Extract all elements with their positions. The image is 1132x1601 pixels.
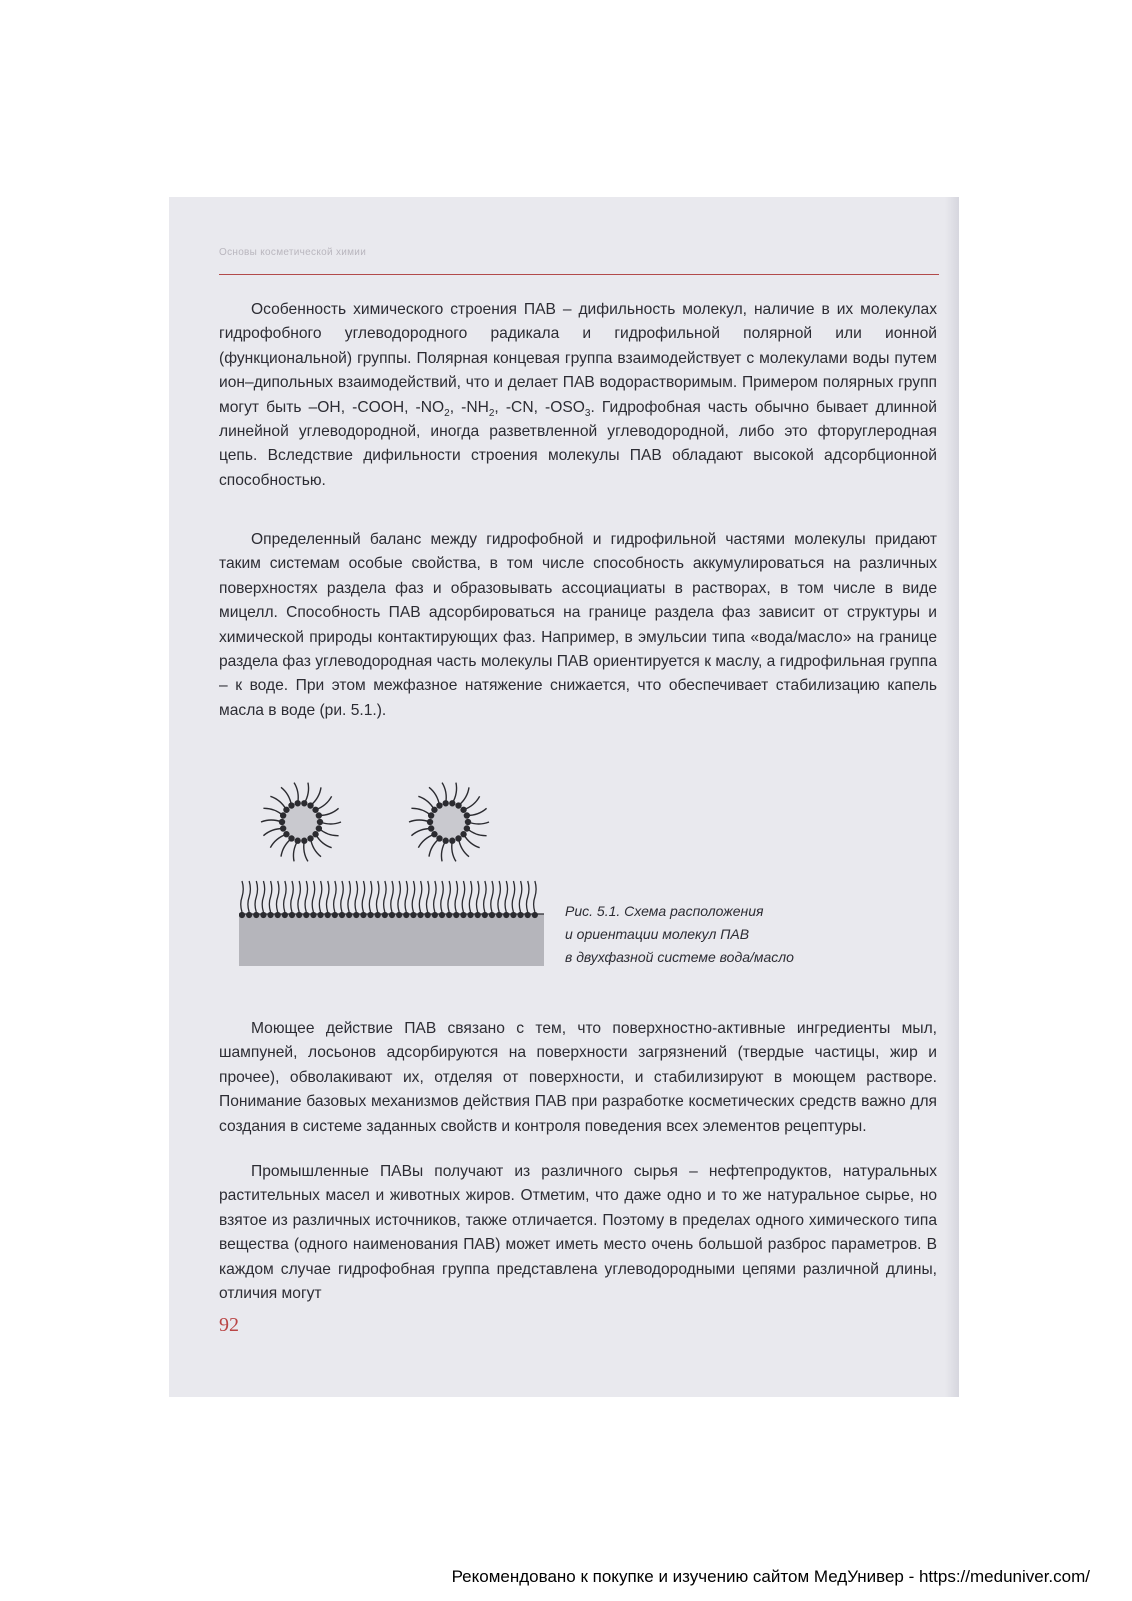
surfactant-head [475, 912, 481, 918]
surfactant-head [396, 912, 402, 918]
subscript: 3 [584, 407, 591, 419]
surfactant-head [253, 912, 259, 918]
surfactant-head [275, 912, 281, 918]
surfactant-tail [248, 881, 251, 912]
surfactant-tail [262, 881, 265, 912]
surfactant-tail [512, 881, 515, 912]
surfactant-tail [284, 881, 287, 912]
surfactant-head [428, 825, 434, 831]
surfactant-head [460, 807, 466, 813]
surfactant-head [436, 802, 442, 808]
surfactant-head [260, 912, 266, 918]
surfactant-head [455, 835, 461, 841]
running-head: Основы косметической химии [219, 247, 367, 258]
surfactant-head [449, 800, 455, 806]
surfactant-head [312, 807, 318, 813]
surfactant-head [353, 912, 359, 918]
surfactant-head [332, 912, 338, 918]
surfactant-tail [491, 881, 494, 912]
surfactant-head [455, 802, 461, 808]
surfactant-head [443, 800, 449, 806]
surfactant-head [289, 912, 295, 918]
surfactant-tail [348, 881, 351, 912]
surfactant-tail [376, 881, 379, 912]
surfactant-head [453, 912, 459, 918]
surfactant-tail [526, 881, 529, 912]
surfactant-tail [326, 881, 329, 912]
surfactant-head [375, 912, 381, 918]
surfactant-head [279, 819, 285, 825]
surfactant-head [496, 912, 502, 918]
surfactant-head [267, 912, 273, 918]
surfactant-tail [362, 881, 365, 912]
surfactant-head [301, 800, 307, 806]
surfactant-tail [312, 881, 315, 912]
surfactant-tail [384, 881, 387, 912]
surfactant-head [389, 912, 395, 918]
surfactant-tail [305, 881, 308, 912]
surfactant-tail [419, 881, 422, 912]
surfactant-head [317, 819, 323, 825]
surfactant-diagram [239, 769, 559, 979]
surfactant-tail [334, 881, 337, 912]
surfactant-head [449, 838, 455, 844]
book-page-scan [169, 197, 959, 1397]
surfactant-head [288, 835, 294, 841]
surfactant-tail [476, 881, 479, 912]
figure-caption [565, 900, 865, 969]
surfactant-head [310, 912, 316, 918]
surfactant-head [417, 912, 423, 918]
surfactant-head [382, 912, 388, 918]
surfactant-tail [405, 881, 408, 912]
surfactant-tail [355, 881, 358, 912]
surfactant-head [288, 802, 294, 808]
surfactant-tail [269, 881, 271, 912]
surfactant-head [482, 912, 488, 918]
surfactant-head [467, 912, 473, 918]
surfactant-head [431, 831, 437, 837]
surfactant-head [425, 912, 431, 918]
surfactant-head [282, 912, 288, 918]
surfactant-head [517, 912, 523, 918]
surfactant-head [525, 912, 531, 918]
surfactant-tail [255, 881, 257, 912]
page-number: 92 [219, 1314, 239, 1336]
surfactant-tail [462, 881, 465, 912]
surfactant-head [301, 838, 307, 844]
surfactant-tail [469, 881, 472, 912]
surfactant-head [239, 912, 245, 918]
surfactant-head [283, 807, 289, 813]
paragraph-1-text: , -NH [449, 398, 489, 416]
surfactant-tail [534, 881, 537, 912]
surfactant-head [303, 912, 309, 918]
surfactant-head [460, 831, 466, 837]
subscript: 2 [488, 407, 495, 419]
surfactant-tail [498, 881, 501, 912]
paragraph-1-text: Особенность химического строения ПАВ – дифильность молекул, наличие в их молекулах гидрофобного углеводородного радикала и гидрофильной полярной или ионной (функциональной) группы. Полярная концевая группа взаимодействует с молекулами воды путем ион–дипольных взаимодействий, что и делает ПАВ водорастворимым. Примером полярных групп могут быть –OH, -COOH, -NO [219, 301, 937, 416]
surfactant-head [307, 802, 313, 808]
surfactant-head [489, 912, 495, 918]
surfactant-head [280, 825, 286, 831]
surfactant-head [464, 812, 470, 818]
surfactant-tail [291, 881, 294, 912]
surfactant-tail [434, 881, 437, 912]
surfactant-tail [319, 881, 322, 912]
paragraph-2: Определенный баланс между гидрофобной и гидрофильной частями молекулы придают таким системам особые свойства, в том числе способность аккумулироваться на различных поверхностях раздела фаз и образовывать ассоциациаты в растворах, в том числе в виде мицелл. Способность ПАВ адсорбироваться на границе раздела фаз зависит от структуры и химической природы контактирующих фаз. Например, в эмульсии типа «вода/масло» на границе раздела фаз углеводородная часть молекулы ПАВ ориентируется к маслу, а гидрофильная группа – к воде. При этом межфазное натяжение снижается, что обеспечивает стабилизацию капель масла в воде (ри. 5.1.). [219, 531, 937, 719]
surfactant-head [317, 912, 323, 918]
surfactant-head [446, 912, 452, 918]
surfactant-head [280, 812, 286, 818]
surfactant-tail [369, 881, 372, 912]
surfactant-head [316, 825, 322, 831]
surfactant-head [295, 800, 301, 806]
surfactant-tail [341, 881, 344, 912]
surfactant-tail [426, 881, 429, 912]
surfactant-head [246, 912, 252, 918]
surfactant-figure [239, 769, 559, 979]
surfactant-head [510, 912, 516, 918]
caption-line: и ориентации молекул ПАВ [565, 926, 750, 942]
surfactant-head [283, 831, 289, 837]
paragraph-1 [219, 298, 937, 493]
surfactant-tail [519, 881, 522, 912]
surfactant-head [427, 819, 433, 825]
surfactant-head [443, 838, 449, 844]
surfactant-tail [412, 881, 415, 912]
surfactant-head [360, 912, 366, 918]
surfactant-tail [448, 881, 451, 912]
surfactant-head [367, 912, 373, 918]
surfactant-head [325, 912, 331, 918]
caption-line: Рис. 5.1. Схема расположения [565, 903, 764, 919]
surfactant-tail [276, 881, 279, 912]
surfactant-head [460, 912, 466, 918]
caption-line: в двухфазной системе вода/масло [565, 949, 794, 965]
surfactant-head [295, 838, 301, 844]
surfactant-tail [241, 881, 244, 912]
paragraph-1-text: . Гидрофобная часть обычно бывает длинной линейной углеводородной, иногда разветвленной углеводородной, либо это фторуглеродная цепь. Вследствие дифильности строения молекулы ПАВ обладают высокой адсорбционной способностью. [219, 398, 937, 489]
surfactant-head [296, 912, 302, 918]
paragraph-1-text: , -CN, -OSO [494, 398, 585, 416]
surfactant-tail [398, 881, 401, 912]
surfactant-head [464, 825, 470, 831]
surfactant-head [307, 835, 313, 841]
surfactant-head [503, 912, 509, 918]
surfactant-tail [298, 881, 301, 912]
site-footer: Рекомендовано к покупке и изучению сайтом МедУнивер - https://meduniver.com/ [451, 1567, 1090, 1586]
surfactant-head [346, 912, 352, 918]
subscript: 2 [444, 407, 450, 419]
surfactant-head [410, 912, 416, 918]
surfactant-head [439, 912, 445, 918]
surfactant-tail [391, 881, 394, 912]
surfactant-head [431, 807, 437, 813]
surfactant-head [465, 819, 471, 825]
surfactant-head [428, 812, 434, 818]
surfactant-head [532, 912, 538, 918]
surfactant-head [339, 912, 345, 918]
surfactant-head [432, 912, 438, 918]
page-edge-shadow [945, 197, 959, 1397]
surfactant-head [436, 835, 442, 841]
surfactant-head [316, 812, 322, 818]
paragraph-3: Моющее действие ПАВ связано с тем, что поверхностно-активные ингредиенты мыл, шампуней, лосьонов адсорбируются на поверхности загрязнений (твердые частицы, жир и прочее), обволакивают их, отделяя от поверхности, и стабилизируют в моющем растворе. Понимание базовых механизмов действия ПАВ при разработке косметических средств важно для создания в системе заданных свойств и контроля поведения всех элементов рецептуры. [219, 1020, 937, 1135]
surfactant-tail [455, 881, 458, 912]
surfactant-head [403, 912, 409, 918]
surfactant-tail [441, 881, 444, 912]
paragraph-4: Промышленные ПАВы получают из различного сырья – нефтепродуктов, натуральных растительных масел и животных жиров. Отметим, что даже одно и то же натуральное сырье, но взятое из различных источников, также отличается. Поэтому в пределах одного химического типа вещества (одного наименования ПАВ) может иметь место очень большой разброс параметров. В каждом случае гидрофобная группа представлена углеводородными цепями различной длины, отличия могут [219, 1163, 937, 1303]
surfactant-tail [484, 881, 487, 912]
header-rule [219, 274, 939, 275]
surfactant-tail [505, 881, 508, 912]
surfactant-head [312, 831, 318, 837]
oil-layer [239, 914, 544, 966]
